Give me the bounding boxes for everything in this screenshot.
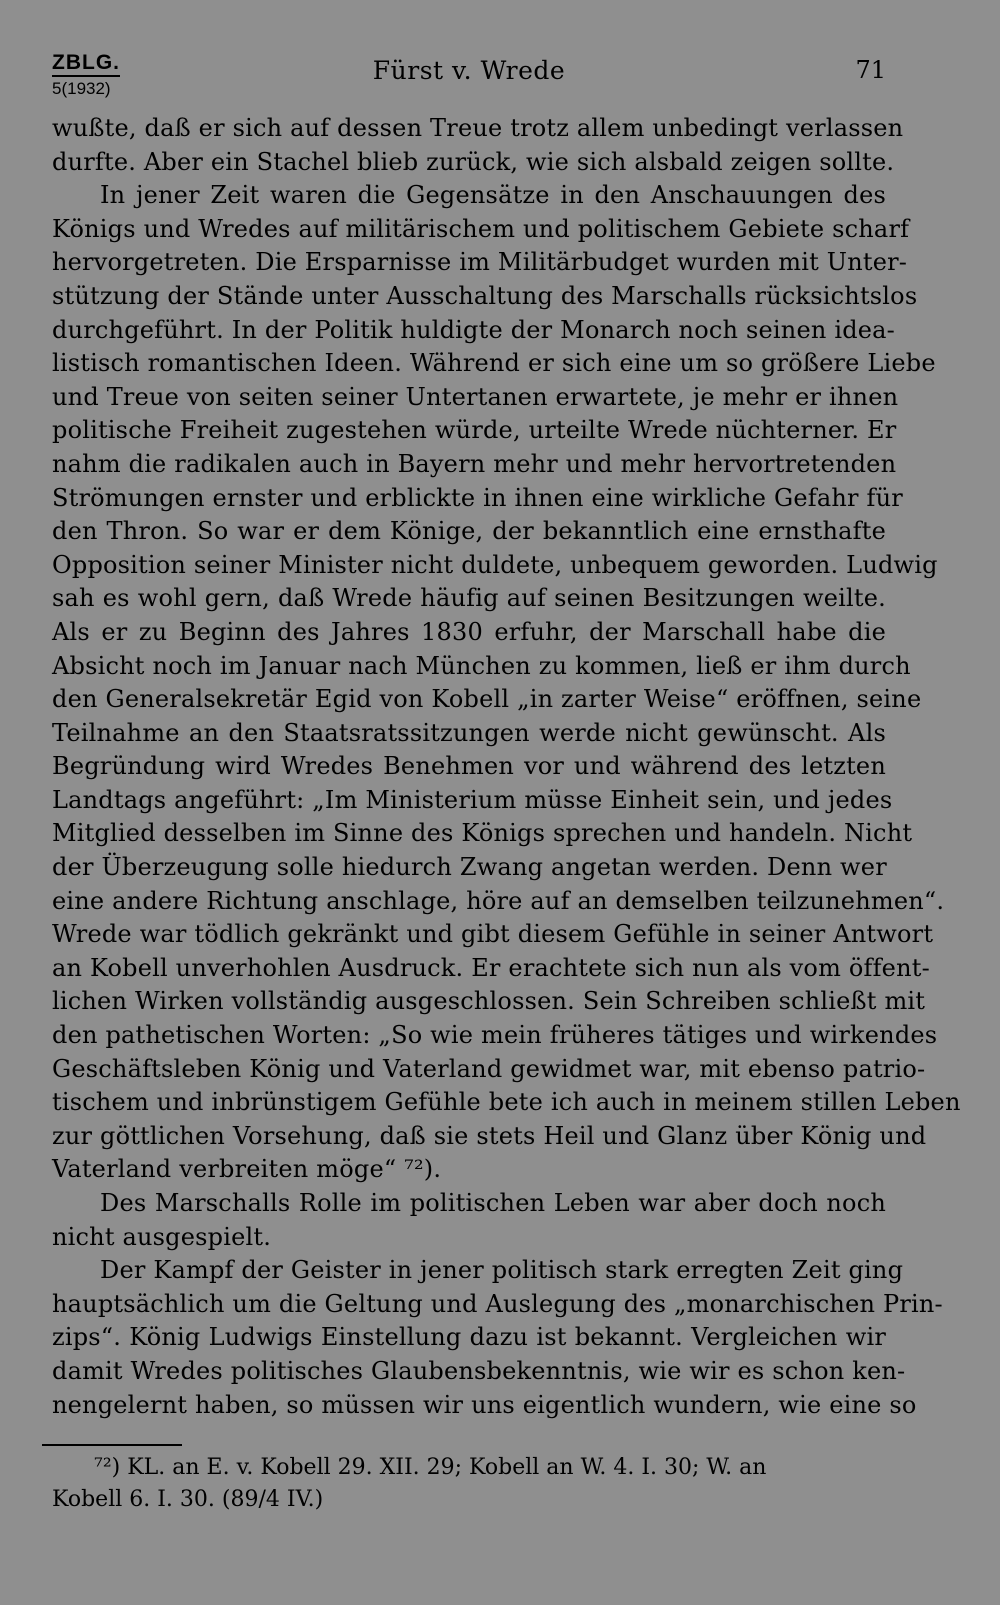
text-line: durchgeführt. In der Politik huldigte der Monarch noch seinen idea-: [52, 315, 895, 344]
text-line: Absicht noch im Januar nach München zu kommen, ließ er ihm durch: [52, 651, 911, 680]
footnote-line: ⁷²) KL. an E. v. Kobell 29. XII. 29; Kobell an W. 4. I. 30; W. an: [94, 1455, 767, 1480]
text-line: Vaterland verbreiten möge“ ⁷²).: [52, 1155, 442, 1184]
text-line: nicht ausgespielt.: [52, 1222, 272, 1251]
paragraph: [52, 112, 904, 179]
text-line: der Überzeugung solle hiedurch Zwang angetan werden. Denn wer: [52, 853, 887, 882]
text-line: nahm die radikalen auch in Bayern mehr und mehr hervortretenden: [52, 449, 897, 478]
paragraph: [52, 1254, 943, 1422]
text-line: den Thron. So war er dem Könige, der bekanntlich eine ernsthafte: [52, 517, 886, 546]
text-line: Wrede war tödlich gekränkt und gibt diesem Gefühle in seiner Antwort: [52, 920, 934, 949]
text-line: Begründung wird Wredes Benehmen vor und während des letzten: [52, 752, 886, 781]
text-line: Opposition seiner Minister nicht duldete, unbequem geworden. Ludwig: [52, 550, 938, 579]
body-text: [52, 112, 961, 1422]
text-line: tischem und inbrünstigem Gefühle bete ich auch in meinem stillen Leben: [52, 1088, 961, 1117]
text-line: stützung der Stände unter Ausschaltung des Marschalls rücksichtslos: [52, 281, 918, 310]
text-line: nengelernt haben, so müssen wir uns eigentlich wundern, wie eine so: [52, 1390, 917, 1419]
text-line: Mitglied desselben im Sinne des Königs sprechen und handeln. Nicht: [52, 819, 913, 848]
text-line: damit Wredes politisches Glaubensbekenntnis, wie wir es schon ken-: [52, 1356, 906, 1385]
journal-abbreviation: ZBLG.: [52, 52, 120, 77]
text-line: lichen Wirken vollständig ausgeschlossen. Sein Schreiben schließt mit: [52, 987, 926, 1016]
footnote-rule: [42, 1444, 182, 1446]
text-line: In jener Zeit waren die Gegensätze in den Anschauungen des: [100, 181, 886, 210]
text-line: Königs und Wredes auf militärischem und politischem Gebiete scharf: [52, 214, 910, 243]
running-title: Fürst v. Wrede: [372, 56, 566, 85]
paragraph: [52, 179, 961, 1187]
journal-volume: 5(1932): [52, 79, 111, 98]
text-line: durfte. Aber ein Stachel blieb zurück, wie sich alsbald zeigen sollte.: [52, 147, 895, 176]
text-line: und Treue von seiten seiner Untertanen erwartete, je mehr er ihnen: [52, 382, 899, 411]
footnote-line: Kobell 6. I. 30. (89/4 IV.): [52, 1487, 324, 1512]
text-line: sah es wohl gern, daß Wrede häufig auf seinen Besitzungen weilte.: [52, 584, 886, 613]
text-line: den pathetischen Worten: „So wie mein früheres tätiges und wirkendes: [52, 1021, 938, 1050]
text-line: zur göttlichen Vorsehung, daß sie stets Heil und Glanz über König und: [52, 1121, 927, 1150]
page-header: [52, 48, 886, 98]
text-line: Der Kampf der Geister in jener politisch stark erregten Zeit ging: [100, 1256, 904, 1285]
footnote: [52, 1452, 886, 1516]
text-line: den Generalsekretär Egid von Kobell „in zarter Weise“ eröffnen, seine: [52, 685, 922, 714]
text-line: wußte, daß er sich auf dessen Treue trotz allem unbedingt verlassen: [52, 114, 904, 142]
text-line: Als er zu Beginn des Jahres 1830 erfuhr, der Marschall habe die: [52, 617, 886, 646]
text-line: Landtags angeführt: „Im Ministerium müsse Einheit sein, und jedes: [52, 785, 893, 814]
text-line: eine andere Richtung anschlage, höre auf an demselben teilzunehmen“.: [52, 886, 945, 915]
paragraph: [52, 1187, 886, 1254]
text-line: Strömungen ernster und erblickte in ihnen eine wirkliche Gefahr für: [52, 483, 903, 512]
text-line: hervorgetreten. Die Ersparnisse im Militärbudget wurden mit Unter-: [52, 248, 908, 277]
text-line: Des Marschalls Rolle im politischen Leben war aber doch noch: [100, 1189, 886, 1217]
text-line: hauptsächlich um die Geltung und Auslegung des „monarchischen Prin-: [52, 1289, 943, 1318]
text-line: zips“. König Ludwigs Einstellung dazu ist bekannt. Vergleichen wir: [52, 1323, 886, 1352]
text-line: listisch romantischen Ideen. Während er sich eine um so größere Liebe: [52, 349, 936, 378]
text-line: politische Freiheit zugestehen würde, urteilte Wrede nüchterner. Er: [52, 416, 897, 445]
text-line: an Kobell unverhohlen Ausdruck. Er erachtete sich nun als vom öffent-: [52, 953, 930, 982]
page-number: 71: [855, 56, 886, 84]
text-line: Geschäftsleben König und Vaterland gewidmet war, mit ebenso patrio-: [52, 1054, 926, 1083]
text-line: Teilnahme an den Staatsratssitzungen werde nicht gewünscht. Als: [52, 718, 886, 747]
